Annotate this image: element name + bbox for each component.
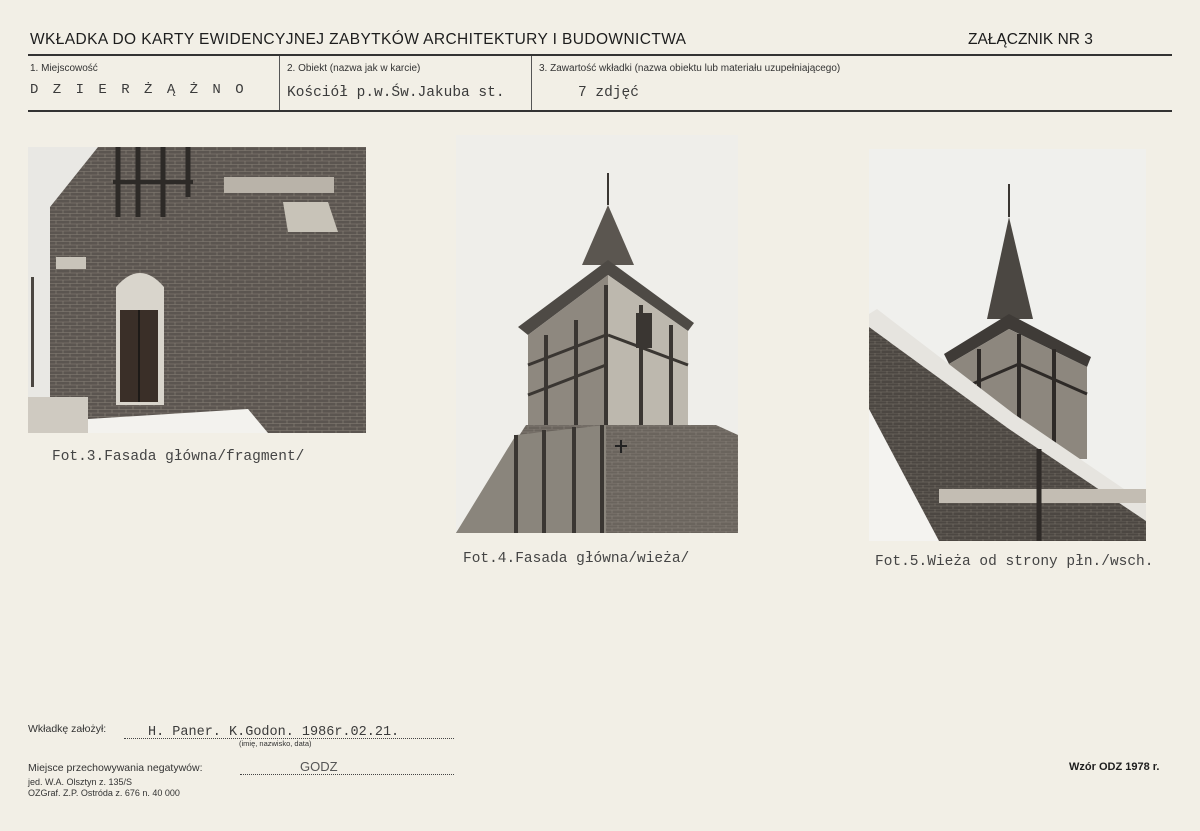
- negatives-value: GODZ: [300, 759, 338, 774]
- annex-number: ZAŁĄCZNIK NR 3: [968, 31, 1093, 48]
- negatives-label: Miejsce przechowywania negatywów:: [28, 762, 203, 774]
- photo-caption: Fot.4.Fasada główna/wieża/: [463, 551, 690, 567]
- created-hint: (imię, nazwisko, data): [239, 739, 312, 748]
- object-value: Kościół p.w.Św.Jakuba st.: [287, 85, 505, 101]
- created-label: Wkładkę założył:: [28, 723, 107, 735]
- photo-tower-front: [456, 135, 738, 533]
- contents-label: 3. Zawartość wkładki (nazwa obiektu lub materiału uzupełniającego): [539, 63, 841, 74]
- form-model: Wzór ODZ 1978 r.: [1069, 761, 1160, 773]
- photo-facade-fragment: [28, 147, 366, 433]
- locality-label: 1. Miejscowość: [30, 63, 98, 74]
- field-divider: [531, 56, 532, 110]
- field-divider: [279, 56, 280, 110]
- contents-value: 7 zdjęć: [578, 85, 639, 101]
- created-value: H. Paner. K.Godon. 1986r.02.21.: [148, 725, 400, 740]
- photo-tower-northeast: [869, 149, 1146, 541]
- photo-caption: Fot.3.Fasada główna/fragment/: [52, 449, 305, 465]
- form-title: WKŁADKA DO KARTY EWIDENCYJNEJ ZABYTKÓW ARCHITEKTURY I BUDOWNICTWA: [30, 31, 687, 48]
- field-rule: [28, 110, 1172, 112]
- object-label: 2. Obiekt (nazwa jak w karcie): [287, 63, 421, 74]
- negatives-line: [240, 774, 454, 775]
- locality-value: D Z I E R Ż Ą Ż N O: [30, 82, 247, 98]
- header-rule: [28, 54, 1172, 56]
- photo-caption: Fot.5.Wieża od strony płn./wsch.: [875, 554, 1154, 570]
- print-info-line2: OZGraf. Z.P. Ostróda z. 676 n. 40 000: [28, 788, 180, 798]
- print-info-line1: jed. W.A. Olsztyn z. 135/S: [28, 777, 133, 787]
